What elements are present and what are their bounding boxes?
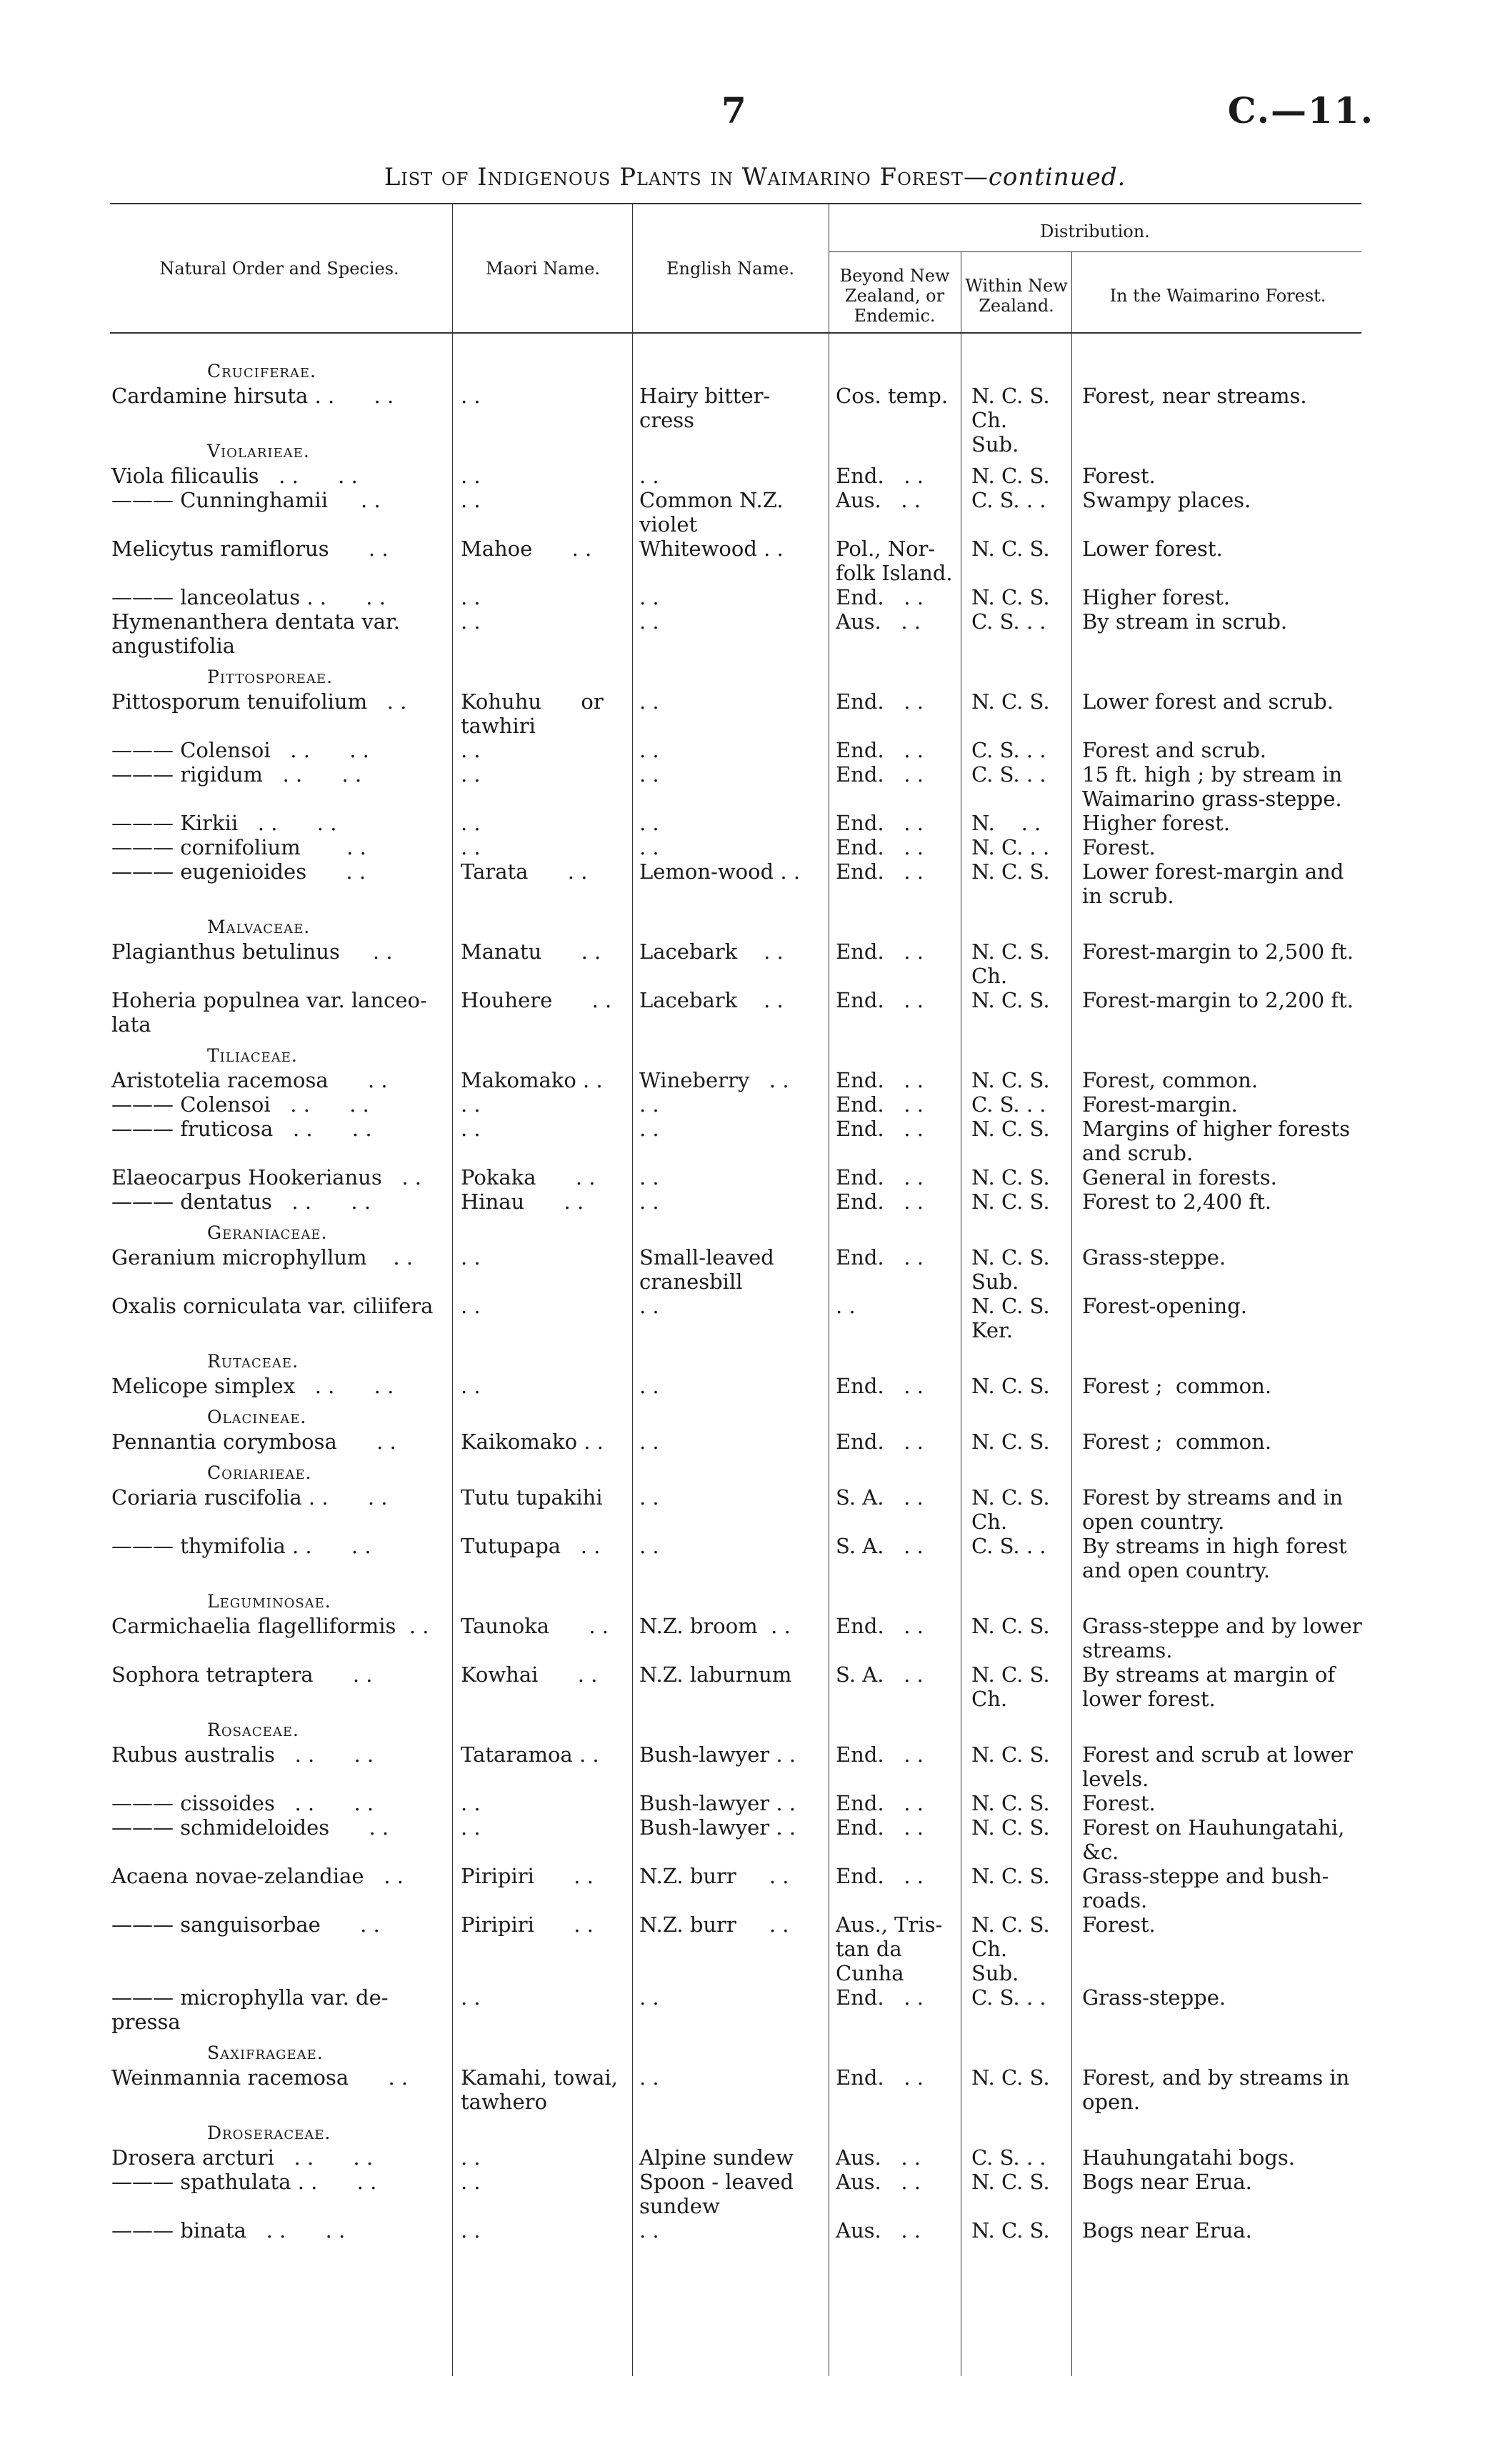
maori-name: . . (461, 811, 481, 835)
beyond-nz: Aus. . . (836, 2218, 921, 2243)
maori-name: . . (461, 762, 481, 787)
waimarino-distribution: Higher forest. (1082, 811, 1231, 835)
waimarino-distribution: Forest, near streams. (1082, 384, 1307, 408)
family-heading: Malvaceae. (207, 917, 311, 937)
within-nz: N. C. S. (971, 2218, 1050, 2243)
beyond-nz: End. . . (836, 835, 924, 859)
header-english: English Name. (666, 259, 794, 279)
within-nz: N. C. S. (971, 1815, 1050, 1840)
english-name: . . (639, 464, 659, 488)
beyond-nz: End. . . (836, 1165, 924, 1189)
waimarino-distribution: Grass-steppe and bush- roads. (1082, 1864, 1329, 1912)
species-name: ——— microphylla var. de- pressa (111, 1985, 389, 2034)
english-name: . . (639, 585, 659, 609)
within-nz: C. S. . . (971, 738, 1046, 762)
maori-name: . . (461, 2170, 481, 2194)
within-nz: N. C. S. (971, 1742, 1050, 1767)
beyond-nz: End. . . (836, 988, 924, 1012)
within-nz: C. S. . . (971, 1092, 1046, 1117)
english-name: Lacebark . . (639, 988, 784, 1012)
english-name: . . (639, 1092, 659, 1117)
species-name: Pittosporum tenuifolium . . (111, 689, 407, 714)
beyond-nz: End. . . (836, 464, 924, 488)
waimarino-distribution: Higher forest. (1082, 585, 1231, 609)
beyond-nz: Aus. . . (836, 2145, 921, 2170)
beyond-nz: End. . . (836, 2065, 924, 2090)
header-waimarino: In the Waimarino Forest. (1109, 286, 1326, 306)
english-name: . . (639, 762, 659, 787)
species-name: Oxalis corniculata var. ciliifera (111, 1294, 434, 1318)
waimarino-distribution: Forest. (1082, 464, 1156, 488)
waimarino-distribution: Grass-steppe. (1082, 1245, 1226, 1270)
col-rule-1 (452, 204, 453, 2376)
family-heading: Leguminosae. (207, 1591, 331, 1612)
within-nz: C. S. . . (971, 1534, 1046, 1558)
family-heading: Tiliaceae. (207, 1045, 298, 1066)
maori-name: Manatu . . (461, 939, 601, 964)
english-name: Bush-lawyer . . (639, 1815, 796, 1840)
maori-name: Mahoe . . (461, 537, 592, 561)
beyond-nz: . . (836, 1294, 856, 1318)
beyond-nz: End. . . (836, 1614, 924, 1638)
species-name: Aristotelia racemosa . . (111, 1068, 388, 1092)
waimarino-distribution: Forest to 2,400 ft. (1082, 1189, 1271, 1214)
english-name: Alpine sundew (639, 2145, 794, 2170)
within-nz: C. S. . . (971, 609, 1046, 634)
within-nz: N. C. S. (971, 988, 1050, 1012)
waimarino-distribution: Margins of higher forests and scrub. (1082, 1117, 1350, 1165)
english-name: . . (639, 835, 659, 859)
within-nz: N. C. S. Ch. (971, 939, 1050, 988)
beyond-nz: End. . . (836, 1092, 924, 1117)
species-name: ——— schmideloides . . (111, 1815, 389, 1840)
family-heading: Olacineae. (207, 1407, 307, 1427)
english-name: . . (639, 1485, 659, 1510)
waimarino-distribution: Forest ; common. (1082, 1374, 1272, 1398)
family-heading: Geraniaceae. (207, 1222, 328, 1243)
english-name: . . (639, 1374, 659, 1398)
english-name: . . (639, 1534, 659, 1558)
within-nz: N. C. S. (971, 689, 1050, 714)
maori-name: . . (461, 2218, 481, 2243)
english-name: . . (639, 609, 659, 634)
beyond-nz: End. . . (836, 762, 924, 787)
col-rule-5 (1071, 251, 1072, 2376)
maori-name: Tarata . . (461, 859, 588, 884)
species-name: ——— cissoides . . . . (111, 1791, 374, 1815)
maori-name: Tataramoa . . (461, 1742, 599, 1767)
waimarino-distribution: Forest and scrub at lower levels. (1082, 1742, 1353, 1791)
beyond-nz: Aus. . . (836, 2170, 921, 2194)
family-heading: Droseraceae. (207, 2123, 331, 2143)
waimarino-distribution: Forest, common. (1082, 1068, 1259, 1092)
within-nz: C. S. . . (971, 2145, 1046, 2170)
waimarino-distribution: Forest. (1082, 835, 1156, 859)
beyond-nz: End. . . (836, 859, 924, 884)
waimarino-distribution: Forest on Hauhungatahi, &c. (1082, 1815, 1345, 1864)
header-within-nz: Within New Zealand. (965, 276, 1068, 316)
maori-name: . . (461, 1294, 481, 1318)
english-name: N.Z. laburnum (639, 1662, 792, 1687)
species-name: Acaena novae-zelandiae . . (111, 1864, 404, 1888)
english-name: . . (639, 1985, 659, 2010)
waimarino-distribution: Hauhungatahi bogs. (1082, 2145, 1295, 2170)
maori-name: . . (461, 1117, 481, 1141)
beyond-nz: End. . . (836, 1791, 924, 1815)
within-nz: N. C. S. (971, 1068, 1050, 1092)
header-beyond-nz: Beyond New Zealand, or Endemic. (839, 266, 950, 326)
title-continued: continued. (988, 163, 1126, 191)
english-name: . . (639, 689, 659, 714)
maori-name: . . (461, 1245, 481, 1270)
species-name: ——— lanceolatus . . . . (111, 585, 386, 609)
waimarino-distribution: Forest-margin to 2,500 ft. (1082, 939, 1354, 964)
header-maori: Maori Name. (485, 259, 600, 279)
english-name: Bush-lawyer . . (639, 1791, 796, 1815)
within-nz: N. C. S. (971, 537, 1050, 561)
maori-name: . . (461, 488, 481, 512)
beyond-nz: Aus. . . (836, 609, 921, 634)
species-name: Melicytus ramiflorus . . (111, 537, 389, 561)
maori-name: . . (461, 835, 481, 859)
english-name: . . (639, 1165, 659, 1189)
family-heading: Pittosporeae. (207, 667, 334, 687)
english-name: N.Z. broom . . (639, 1614, 791, 1638)
english-name: Common N.Z. violet (639, 488, 784, 537)
within-nz: N. C. S. Ch. Sub. (971, 1912, 1050, 1985)
maori-name: Pokaka . . (461, 1165, 596, 1189)
within-nz: N. C. S. (971, 2065, 1050, 2090)
beyond-nz: Pol., Nor- folk Island. (836, 537, 953, 585)
family-heading: Rutaceae. (207, 1351, 299, 1372)
within-nz: N. C. S. (971, 1614, 1050, 1638)
within-nz: C. S. . . (971, 762, 1046, 787)
beyond-nz: End. . . (836, 1189, 924, 1214)
document-reference: C.—11. (1227, 89, 1374, 131)
maori-name: . . (461, 384, 481, 408)
beyond-nz: End. . . (836, 1864, 924, 1888)
waimarino-distribution: Forest, and by streams in open. (1082, 2065, 1350, 2114)
page-number: 7 (721, 89, 746, 131)
beyond-nz: End. . . (836, 1117, 924, 1141)
species-name: Melicope simplex . . . . (111, 1374, 394, 1398)
english-name: . . (639, 811, 659, 835)
within-nz: N. C. S. Sub. (971, 1245, 1050, 1294)
species-name: ——— Colensoi . . . . (111, 738, 369, 762)
beyond-nz: End. . . (836, 1742, 924, 1767)
within-nz: N. C. S. Ch. (971, 1485, 1050, 1534)
english-name: . . (639, 1189, 659, 1214)
waimarino-distribution: Forest. (1082, 1791, 1156, 1815)
within-nz: N. C. S. Ker. (971, 1294, 1050, 1342)
within-nz: N. C. S. (971, 585, 1050, 609)
species-name: ——— fruticosa . . . . (111, 1117, 372, 1141)
within-nz: N. C. S. Ch. Sub. (971, 384, 1050, 457)
within-nz: C. S. . . (971, 1985, 1046, 2010)
english-name: . . (639, 1430, 659, 1454)
beyond-nz: S. A. . . (836, 1485, 924, 1510)
species-name: Drosera arcturi . . . . (111, 2145, 374, 2170)
species-name: Carmichaelia flagelliformis . . (111, 1614, 429, 1638)
within-nz: N. C. S. (971, 1430, 1050, 1454)
english-name: Lacebark . . (639, 939, 784, 964)
waimarino-distribution: By stream in scrub. (1082, 609, 1288, 634)
beyond-nz: End. . . (836, 585, 924, 609)
beyond-nz: End. . . (836, 1374, 924, 1398)
waimarino-distribution: Forest by streams and in open country. (1082, 1485, 1344, 1534)
species-name: ——— rigidum . . . . (111, 762, 362, 787)
species-name: ——— cornifolium . . (111, 835, 366, 859)
table-header-bottom-rule (110, 332, 1361, 334)
species-name: ——— Kirkii . . . . (111, 811, 337, 835)
species-name: Hymenanthera dentata var. angustifolia (111, 609, 400, 658)
beyond-nz: End. . . (836, 1245, 924, 1270)
waimarino-distribution: Forest and scrub. (1082, 738, 1266, 762)
within-nz: N. C. S. (971, 1117, 1050, 1141)
beyond-nz: Aus. . . (836, 488, 921, 512)
waimarino-distribution: By streams in high forest and open country. (1082, 1534, 1347, 1582)
waimarino-distribution: 15 ft. high ; by stream in Waimarino grass-steppe. (1082, 762, 1343, 811)
header-species: Natural Order and Species. (159, 259, 399, 279)
waimarino-distribution: Swampy places. (1082, 488, 1251, 512)
english-name: . . (639, 1294, 659, 1318)
within-nz: N. C. S. (971, 1791, 1050, 1815)
species-name: Elaeocarpus Hookerianus . . (111, 1165, 422, 1189)
waimarino-distribution: Grass-steppe and by lower streams. (1082, 1614, 1362, 1662)
species-name: ——— eugenioides . . (111, 859, 366, 884)
waimarino-distribution: Bogs near Erua. (1082, 2218, 1252, 2243)
beyond-nz: S. A. . . (836, 1534, 924, 1558)
maori-name: . . (461, 738, 481, 762)
beyond-nz: End. . . (836, 939, 924, 964)
distribution-rule (829, 251, 1361, 252)
maori-name: Kowhai . . (461, 1662, 598, 1687)
english-name: Lemon-wood . . (639, 859, 801, 884)
waimarino-distribution: Forest-margin to 2,200 ft. (1082, 988, 1354, 1012)
english-name: N.Z. burr . . (639, 1864, 789, 1888)
table-top-rule (110, 203, 1361, 204)
beyond-nz: End. . . (836, 1430, 924, 1454)
maori-name: . . (461, 609, 481, 634)
species-name: Cardamine hirsuta . . . . (111, 384, 394, 408)
beyond-nz: End. . . (836, 689, 924, 714)
english-name: Bush-lawyer . . (639, 1742, 796, 1767)
species-name: Plagianthus betulinus . . (111, 939, 393, 964)
beyond-nz: Aus., Tris- tan da Cunha (836, 1912, 943, 1985)
beyond-nz: S. A. . . (836, 1662, 924, 1687)
species-name: Sophora tetraptera . . (111, 1662, 373, 1687)
family-heading: Cruciferae. (207, 361, 317, 381)
species-name: Pennantia corymbosa . . (111, 1430, 396, 1454)
species-name: ——— sanguisorbae . . (111, 1912, 380, 1937)
species-name: Rubus australis . . . . (111, 1742, 374, 1767)
english-name: . . (639, 2218, 659, 2243)
maori-name: Tutupapa . . (461, 1534, 601, 1558)
maori-name: Makomako . . (461, 1068, 603, 1092)
within-nz: N. C. S. Ch. (971, 1662, 1050, 1711)
maori-name: Piripiri . . (461, 1912, 594, 1937)
within-nz: N. C. . . (971, 835, 1050, 859)
species-name: ——— Colensoi . . . . (111, 1092, 369, 1117)
maori-name: . . (461, 1791, 481, 1815)
waimarino-distribution: Grass-steppe. (1082, 1985, 1226, 2010)
within-nz: N. C. S. (971, 1374, 1050, 1398)
within-nz: N. C. S. (971, 1864, 1050, 1888)
maori-name: Taunoka . . (461, 1614, 609, 1638)
within-nz: N. C. S. (971, 464, 1050, 488)
within-nz: N. C. S. (971, 1165, 1050, 1189)
waimarino-distribution: Forest ; common. (1082, 1430, 1272, 1454)
family-heading: Coriarieae. (207, 1462, 312, 1483)
maori-name: Piripiri . . (461, 1864, 594, 1888)
beyond-nz: End. . . (836, 738, 924, 762)
waimarino-distribution: Lower forest and scrub. (1082, 689, 1334, 714)
english-name: . . (639, 2065, 659, 2090)
within-nz: C. S. . . (971, 488, 1046, 512)
species-name: Coriaria ruscifolia . . . . (111, 1485, 388, 1510)
species-name: Viola filicaulis . . . . (111, 464, 358, 488)
maori-name: Hinau . . (461, 1189, 584, 1214)
species-name: Hoheria populnea var. lanceo- lata (111, 988, 427, 1037)
species-name: ——— Cunninghamii . . (111, 488, 381, 512)
beyond-nz: End. . . (836, 1985, 924, 2010)
maori-name: . . (461, 1092, 481, 1117)
maori-name: Houhere . . (461, 988, 612, 1012)
family-heading: Violarieae. (207, 441, 310, 462)
within-nz: N. C. S. (971, 859, 1050, 884)
family-heading: Rosaceae. (207, 1720, 299, 1740)
maori-name: . . (461, 2145, 481, 2170)
header-distribution: Distribution. (1040, 221, 1150, 241)
title-main: List of Indigenous Plants in Waimarino Forest— (384, 163, 989, 191)
english-name: N.Z. burr . . (639, 1912, 789, 1937)
maori-name: . . (461, 1815, 481, 1840)
beyond-nz: Cos. temp. (836, 384, 949, 408)
maori-name: . . (461, 1985, 481, 2010)
english-name: Whitewood . . (639, 537, 784, 561)
maori-name: . . (461, 464, 481, 488)
maori-name: . . (461, 1374, 481, 1398)
within-nz: N. C. S. (971, 1189, 1050, 1214)
waimarino-distribution: Forest-opening. (1082, 1294, 1247, 1318)
species-name: ——— dentatus . . . . (111, 1189, 371, 1214)
waimarino-distribution: Lower forest. (1082, 537, 1223, 561)
maori-name: Kaikomako . . (461, 1430, 604, 1454)
english-name: Small-leaved cranesbill (639, 1245, 774, 1294)
within-nz: N. C. S. (971, 2170, 1050, 2194)
species-name: Geranium microphyllum . . (111, 1245, 414, 1270)
english-name: Spoon - leaved sundew (639, 2170, 794, 2218)
beyond-nz: End. . . (836, 1068, 924, 1092)
english-name: Wineberry . . (639, 1068, 789, 1092)
beyond-nz: End. . . (836, 1815, 924, 1840)
english-name: . . (639, 738, 659, 762)
within-nz: N. . . (971, 811, 1041, 835)
species-name: Weinmannia racemosa . . (111, 2065, 409, 2090)
waimarino-distribution: General in forests. (1082, 1165, 1277, 1189)
english-name: . . (639, 1117, 659, 1141)
species-name: ——— thymifolia . . . . (111, 1534, 371, 1558)
waimarino-distribution: Forest-margin. (1082, 1092, 1238, 1117)
maori-name: Kohuhu or tawhiri (461, 689, 604, 738)
col-rule-2 (632, 204, 633, 2376)
english-name: Hairy bitter- cress (639, 384, 771, 432)
species-name: ——— binata . . . . (111, 2218, 346, 2243)
maori-name: . . (461, 585, 481, 609)
maori-name: Kamahi, towai, tawhero (461, 2065, 618, 2114)
species-name: ——— spathulata . . . . (111, 2170, 377, 2194)
beyond-nz: End. . . (836, 811, 924, 835)
waimarino-distribution: Forest. (1082, 1912, 1156, 1937)
waimarino-distribution: By streams at margin of lower forest. (1082, 1662, 1336, 1711)
page-title (0, 163, 1510, 191)
family-heading: Saxifrageae. (207, 2042, 324, 2063)
waimarino-distribution: Lower forest-margin and in scrub. (1082, 859, 1344, 908)
waimarino-distribution: Bogs near Erua. (1082, 2170, 1252, 2194)
maori-name: Tutu tupakihi (461, 1485, 603, 1510)
